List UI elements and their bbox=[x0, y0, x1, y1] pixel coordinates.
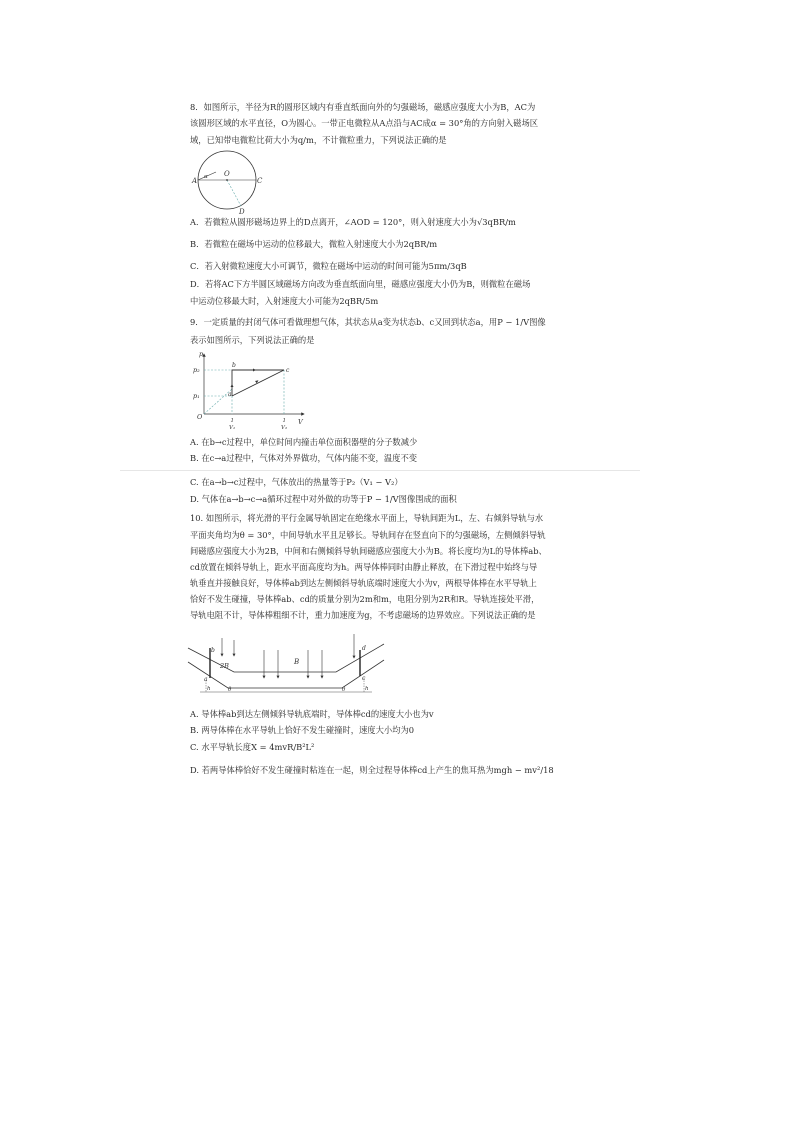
q10-label-c: c bbox=[362, 675, 366, 682]
q10-label-b: b bbox=[211, 647, 215, 654]
q8-circle-figure bbox=[190, 150, 270, 215]
q9-tick-v2: V₂ bbox=[281, 425, 288, 431]
q8-label-a: A bbox=[192, 177, 198, 185]
q8-option-a: A．若微粒从圆形磁场边界上的D点离开，∠AOD = 120°，则入射速度大小为√3qBR/m bbox=[190, 217, 516, 227]
q8-label-c: C bbox=[257, 177, 263, 185]
page-fold-divider bbox=[120, 470, 640, 471]
q10-option-d: D. 若两导体棒恰好不发生碰撞时粘连在一起，则全过程导体棒cd上产生的焦耳热为mgh − mv²/18 bbox=[190, 765, 554, 775]
q9-label-c: c bbox=[286, 367, 290, 374]
q9-label-v: V bbox=[298, 418, 303, 426]
q10-stem-line-1: 10. 如图所示，将光滑的平行金属导轨固定在绝缘水平面上，导轨间距为L，左、右倾斜导轨与水 bbox=[190, 513, 544, 523]
q10-label-theta-left: θ bbox=[228, 687, 232, 693]
q8-option-d-line-2: 中运动位移最大时，入射速度大小可能为2qBR/5m bbox=[190, 296, 379, 306]
q9-label-p1: p₁ bbox=[193, 392, 200, 400]
q9-label-o: O bbox=[197, 413, 203, 421]
q10-label-b-field: B bbox=[294, 658, 300, 666]
q10-label-h-right: h bbox=[365, 686, 369, 692]
q10-stem-line-5: 轨垂直并接触良好，导体棒ab到达左侧倾斜导轨底端时速度大小为v，两根导体棒在水平导轨上 bbox=[190, 578, 537, 588]
q8-option-c: C．若入射微粒速度大小可调节，微粒在磁场中运动的时间可能为5πm/3qB bbox=[190, 261, 467, 271]
q9-option-c: C. 在a→b→c过程中，气体放出的热量等于P₂（V₁ − V₂） bbox=[190, 477, 403, 487]
q8-option-d-line-1: D．若将AC下方半圆区域磁场方向改为垂直纸面向里，磁感应强度大小仍为B，则微粒在磁场 bbox=[190, 279, 531, 289]
q10-label-a: a bbox=[204, 676, 208, 683]
q8-stem-line-3: 域，已知带电微粒比荷大小为q/m，不计微粒重力，下列说法正确的是 bbox=[190, 135, 447, 145]
q10-label-d: d bbox=[362, 645, 366, 652]
q10-stem-line-6: 恰好不发生碰撞，导体棒ab、cd的质量分别为2m和m，电阻分别为2R和R。导轨连接处平滑， bbox=[190, 594, 540, 604]
q10-option-c: C. 水平导轨长度X = 4mvR/B²L² bbox=[190, 742, 315, 752]
q9-label-b: b bbox=[232, 362, 236, 369]
q10-stem-line-2: 平面夹角均为θ = 30°，中间导轨水平且足够长。导轨间存在竖直向下的匀强磁场，左侧倾斜导轨 bbox=[190, 530, 546, 540]
q9-option-d: D. 气体在a→b→c→a循环过程中对外做的功等于P − 1/V图像围成的面积 bbox=[190, 494, 457, 504]
q8-label-o: O bbox=[224, 170, 230, 178]
q10-label-theta-right: θ bbox=[342, 687, 346, 693]
q10-label-2b: 2B bbox=[220, 662, 229, 670]
q9-pv-graph bbox=[192, 350, 310, 432]
q10-option-b: B. 两导体棒在水平导轨上恰好不发生碰撞时，速度大小均为0 bbox=[190, 725, 415, 735]
q9-label-a: a bbox=[228, 391, 232, 398]
q8-option-b: B．若微粒在磁场中运动的位移最大，微粒入射速度大小为2qBR/m bbox=[190, 239, 438, 249]
q8-label-alpha: α bbox=[204, 174, 208, 180]
q10-label-h-left: h bbox=[207, 686, 211, 692]
q8-label-d: D bbox=[239, 208, 245, 216]
q10-stem-line-7: 导轨电阻不计，导体棒粗细不计，重力加速度为g，不考虑磁场的边界效应。下列说法正确的是 bbox=[190, 610, 536, 620]
q9-label-p: p bbox=[199, 350, 204, 358]
q10-rail-figure bbox=[186, 630, 386, 702]
q10-stem-line-4: cd放置在倾斜导轨上，距水平面高度均为h。两导体棒同时由静止释放，在下滑过程中始终与导 bbox=[190, 562, 538, 572]
q9-tick-1b: 1 bbox=[282, 418, 286, 424]
q9-label-p2: p₂ bbox=[193, 366, 200, 374]
q8-stem-line-2: 该圆形区域的水平直径，O为圆心。一带正电微粒从A点沿与AC成α = 30°角的方向射入磁场区 bbox=[190, 118, 539, 128]
q9-stem-line-1: 9．一定质量的封闭气体可看做理想气体，其状态从a变为状态b、c又回到状态a，用P − 1/V图像 bbox=[190, 317, 546, 327]
q10-option-a: A. 导体棒ab到达左侧倾斜导轨底端时，导体棒cd的速度大小也为v bbox=[190, 709, 434, 719]
q9-option-a: A. 在b→c过程中，单位时间内撞击单位面积器壁的分子数减少 bbox=[190, 437, 418, 447]
q9-option-b: B. 在c→a过程中，气体对外界做功，气体内能不变，温度不变 bbox=[190, 453, 418, 463]
q10-stem-line-3: 间磁感应强度大小为2B，中间和右侧倾斜导轨间磁感应强度大小为B。将长度均为L的导体棒ab、 bbox=[190, 546, 547, 556]
q9-tick-1a: 1 bbox=[230, 418, 234, 424]
q9-stem-line-2: 表示如图所示，下列说法正确的是 bbox=[190, 335, 315, 345]
q8-stem-line-1: 8．如图所示，半径为R的圆形区域内有垂直纸面向外的匀强磁场，磁感应强度大小为B，AC为 bbox=[190, 102, 536, 112]
q9-tick-v1: V₁ bbox=[229, 425, 236, 431]
